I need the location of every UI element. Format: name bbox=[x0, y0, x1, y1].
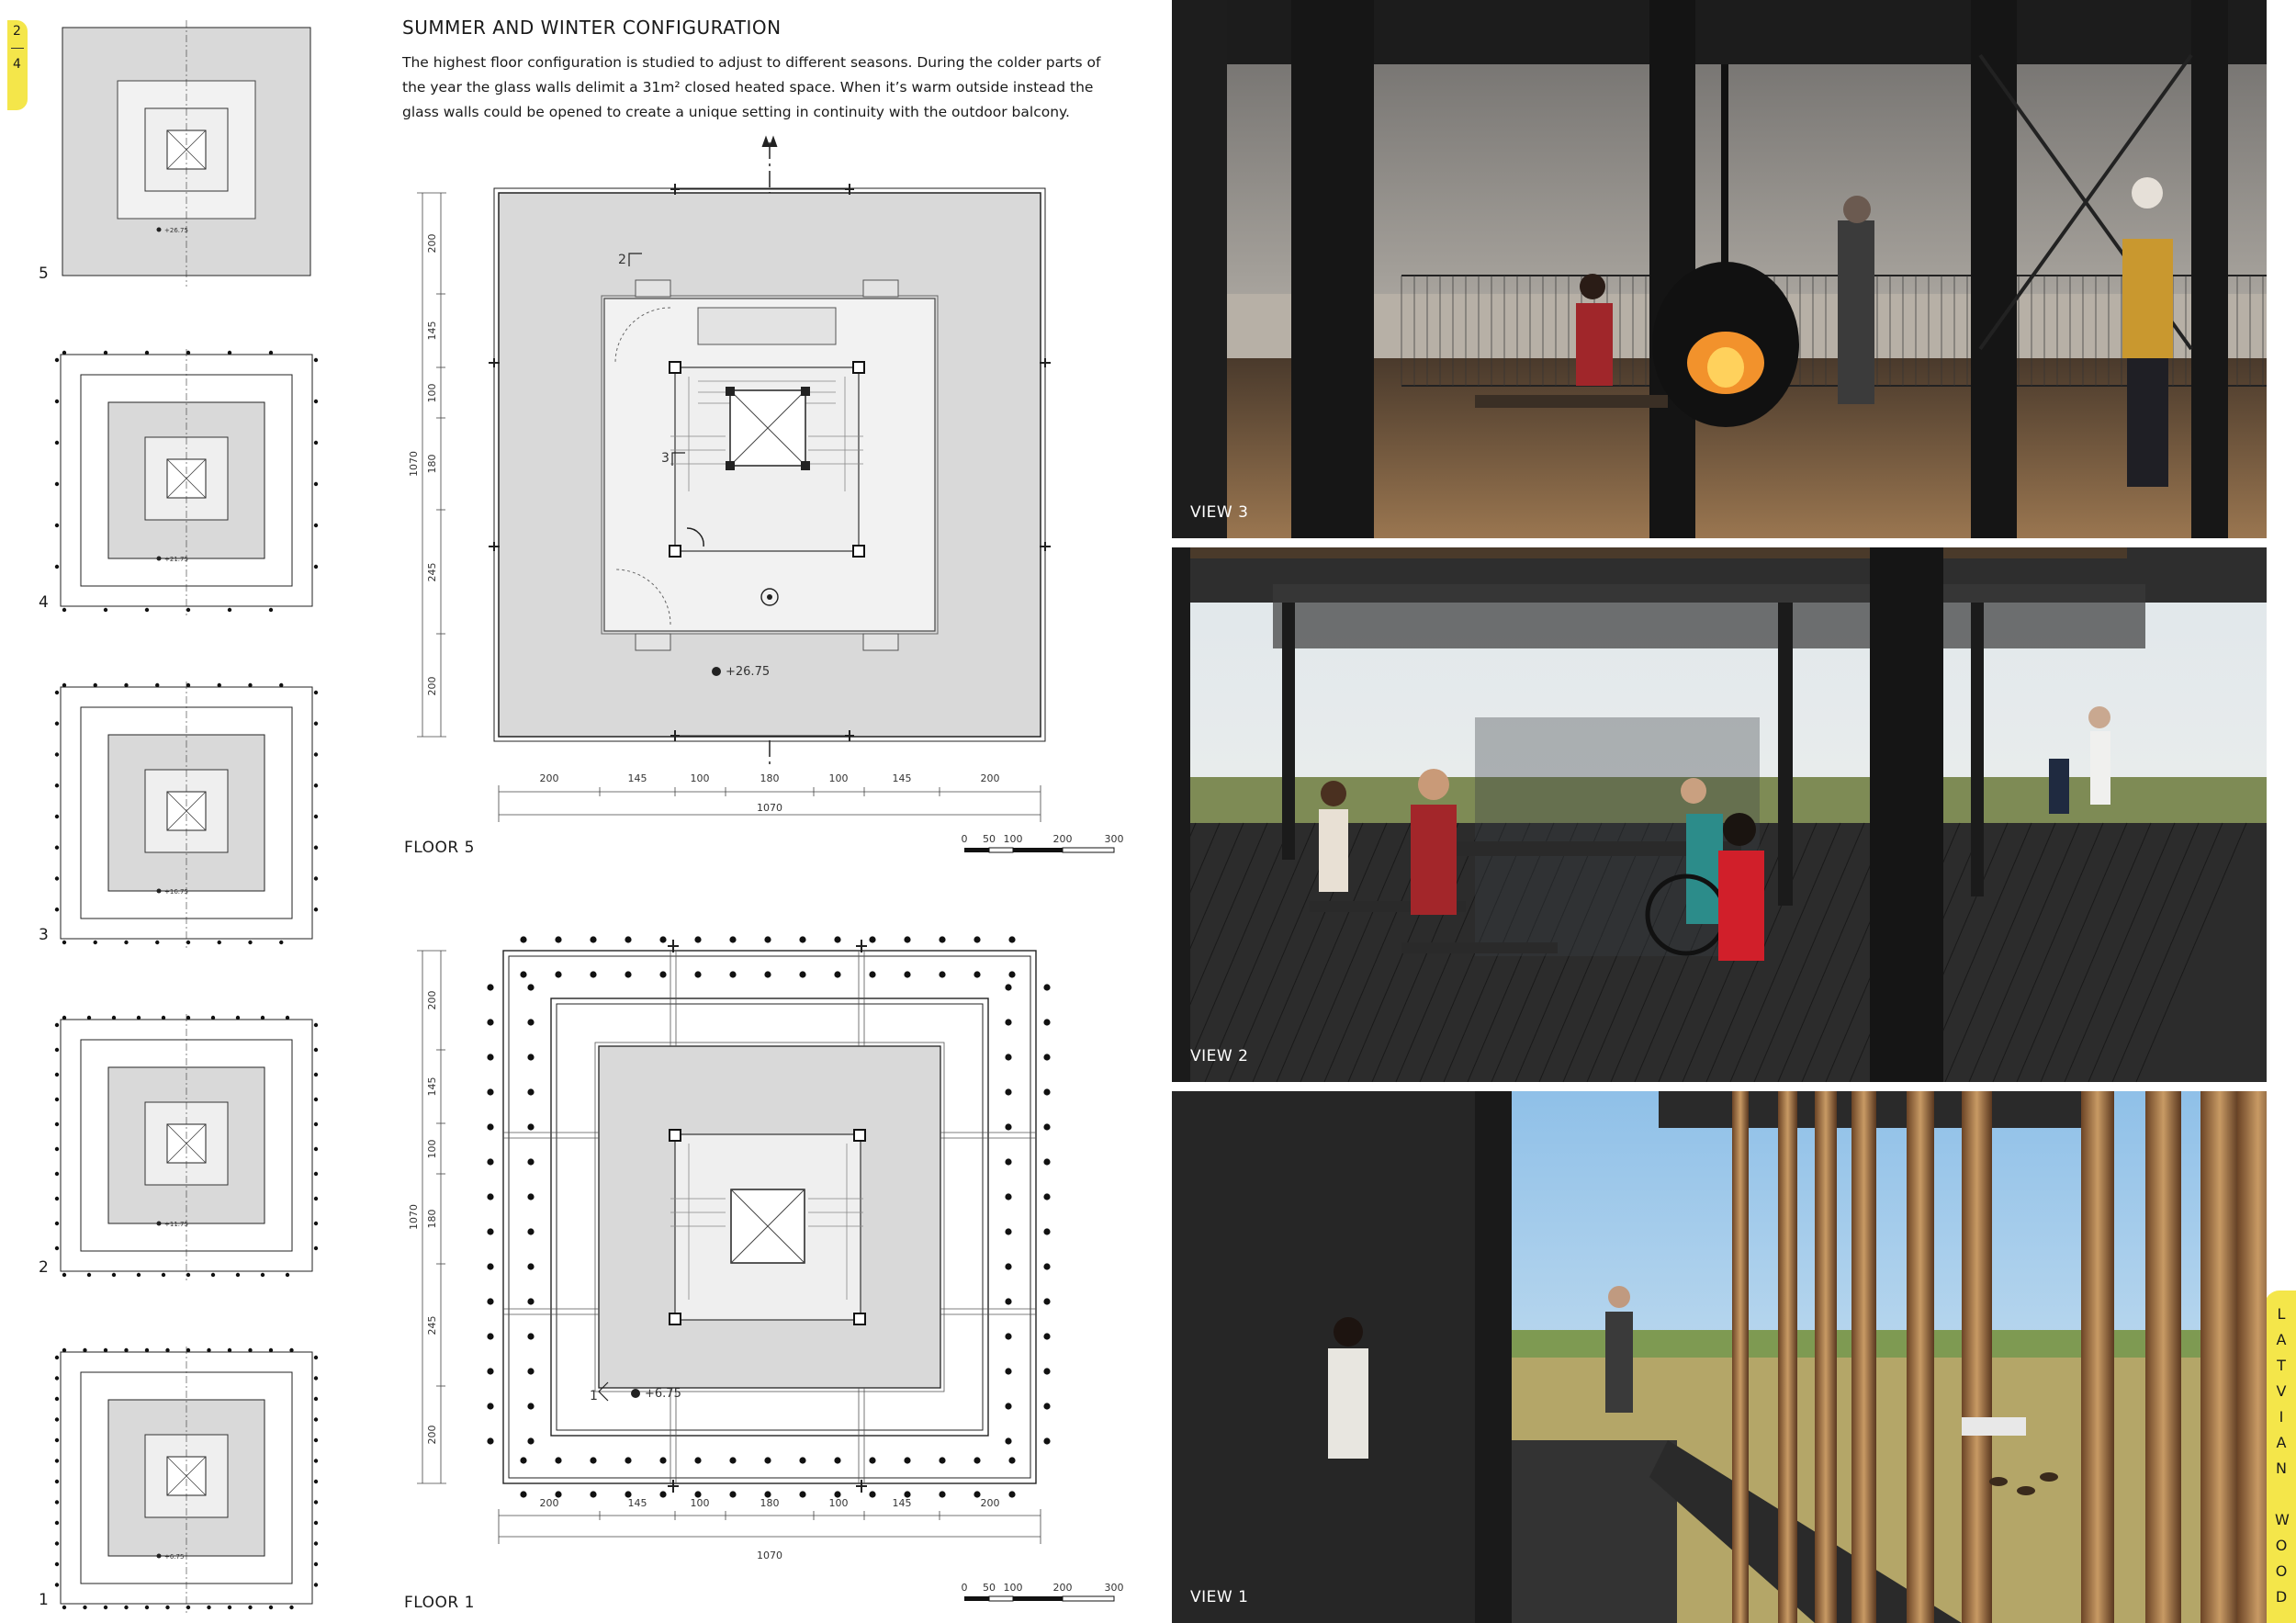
side-tab-letter: V bbox=[2276, 1382, 2287, 1400]
svg-text:0: 0 bbox=[961, 833, 968, 845]
mini-plan-floor-5 bbox=[53, 20, 320, 287]
floor1-level: +6.75 bbox=[645, 1387, 681, 1401]
svg-text:0: 0 bbox=[961, 1582, 968, 1594]
svg-text:50: 50 bbox=[983, 833, 996, 845]
scale-bar-floor5 bbox=[960, 831, 1134, 861]
side-tab-letter: L bbox=[2277, 1305, 2286, 1323]
floor5-total-height: 1070 bbox=[408, 451, 420, 477]
section-title: SUMMER AND WINTER CONFIGURATION bbox=[402, 17, 782, 39]
svg-text:245: 245 bbox=[426, 1315, 438, 1336]
mini-plan-floor-4 bbox=[53, 349, 320, 615]
mini-plan-level: +11.75 bbox=[164, 1221, 188, 1228]
side-tab-letter: A bbox=[2276, 1434, 2287, 1451]
svg-text:100: 100 bbox=[426, 383, 438, 403]
svg-text:145: 145 bbox=[892, 1497, 912, 1509]
floor5-total-width: 1070 bbox=[757, 802, 782, 814]
svg-text:300: 300 bbox=[1104, 833, 1124, 845]
side-tab-letter: N bbox=[2276, 1460, 2287, 1477]
mini-plan-level: +6.75 bbox=[164, 1553, 185, 1561]
side-tab-letter: A bbox=[2276, 1331, 2287, 1348]
side-tab-letter: O bbox=[2275, 1562, 2288, 1580]
svg-text:200: 200 bbox=[980, 772, 1000, 784]
section-description: The highest floor configuration is studied to adjust to different seasons. During the colder parts of the year the glass walls delimit a 31m² closed heated space. When it’s warm outside instead the glass walls could be opened to create a unique setting in continuity with the outdoor balcony. bbox=[402, 54, 1101, 120]
svg-text:200: 200 bbox=[980, 1497, 1000, 1509]
svg-text:50: 50 bbox=[983, 1582, 996, 1594]
svg-text:100: 100 bbox=[828, 1497, 849, 1509]
svg-text:180: 180 bbox=[426, 454, 438, 474]
mini-plan-label: 2 bbox=[39, 1258, 49, 1277]
mini-plan-level: +26.75 bbox=[164, 227, 188, 234]
view-2-render bbox=[1172, 547, 2267, 1082]
view-3-render bbox=[1172, 0, 2267, 538]
svg-text:200: 200 bbox=[426, 1425, 438, 1445]
mini-plan-floor-1 bbox=[53, 1347, 320, 1613]
side-tab-letter: D bbox=[2275, 1588, 2288, 1606]
svg-text:200: 200 bbox=[1052, 1582, 1073, 1594]
floor5-level: +26.75 bbox=[726, 665, 771, 679]
view-1-label: VIEW 1 bbox=[1190, 1588, 1249, 1606]
svg-text:100: 100 bbox=[426, 1139, 438, 1159]
svg-text:200: 200 bbox=[1052, 833, 1073, 845]
svg-text:145: 145 bbox=[426, 1076, 438, 1097]
svg-text:180: 180 bbox=[760, 1497, 780, 1509]
mini-plan-label: 4 bbox=[39, 593, 49, 612]
floor5-plan bbox=[395, 124, 1130, 868]
svg-text:300: 300 bbox=[1104, 1582, 1124, 1594]
svg-text:100: 100 bbox=[1003, 1582, 1023, 1594]
floor1-total-width: 1070 bbox=[757, 1550, 782, 1561]
page-number: 2 bbox=[13, 24, 21, 39]
floor1-plan bbox=[395, 923, 1130, 1584]
side-tab-letter: O bbox=[2275, 1537, 2288, 1554]
svg-text:180: 180 bbox=[426, 1209, 438, 1229]
floor1-total-height: 1070 bbox=[408, 1204, 420, 1230]
floor1-label: FLOOR 1 bbox=[404, 1594, 475, 1612]
section-mark-2: 2 bbox=[618, 253, 626, 267]
mini-plan-level: +21.75 bbox=[164, 556, 188, 563]
mini-plan-floor-2 bbox=[53, 1014, 320, 1280]
side-tab-letter: W bbox=[2275, 1511, 2290, 1528]
svg-text:200: 200 bbox=[539, 1497, 559, 1509]
svg-text:180: 180 bbox=[760, 772, 780, 784]
svg-text:100: 100 bbox=[690, 772, 710, 784]
svg-text:245: 245 bbox=[426, 562, 438, 582]
svg-text:200: 200 bbox=[426, 233, 438, 254]
svg-text:200: 200 bbox=[539, 772, 559, 784]
side-tab-letter: I bbox=[2279, 1408, 2284, 1426]
svg-text:100: 100 bbox=[1003, 833, 1023, 845]
svg-text:145: 145 bbox=[426, 321, 438, 341]
mini-plan-label: 5 bbox=[39, 265, 49, 283]
svg-text:200: 200 bbox=[426, 990, 438, 1010]
mini-plan-level: +16.75 bbox=[164, 888, 188, 896]
page-number-tab bbox=[7, 20, 28, 110]
svg-text:200: 200 bbox=[426, 676, 438, 696]
view-3-label: VIEW 3 bbox=[1190, 503, 1249, 522]
view-1-render bbox=[1172, 1091, 2267, 1623]
section-mark-3: 3 bbox=[661, 451, 670, 466]
floor5-label: FLOOR 5 bbox=[404, 839, 475, 857]
svg-text:145: 145 bbox=[627, 1497, 647, 1509]
svg-text:100: 100 bbox=[828, 772, 849, 784]
svg-text:145: 145 bbox=[627, 772, 647, 784]
svg-text:100: 100 bbox=[690, 1497, 710, 1509]
mini-plan-label: 3 bbox=[39, 926, 49, 944]
latvian-wood-tab bbox=[2265, 1291, 2296, 1623]
svg-text:145: 145 bbox=[892, 772, 912, 784]
section-mark-1: 1 bbox=[590, 1389, 598, 1403]
view-2-label: VIEW 2 bbox=[1190, 1047, 1249, 1065]
mini-plan-label: 1 bbox=[39, 1591, 49, 1609]
mini-plan-floor-3 bbox=[53, 682, 320, 948]
side-tab-letter: T bbox=[2277, 1357, 2286, 1374]
page-total: 4 bbox=[13, 57, 21, 72]
